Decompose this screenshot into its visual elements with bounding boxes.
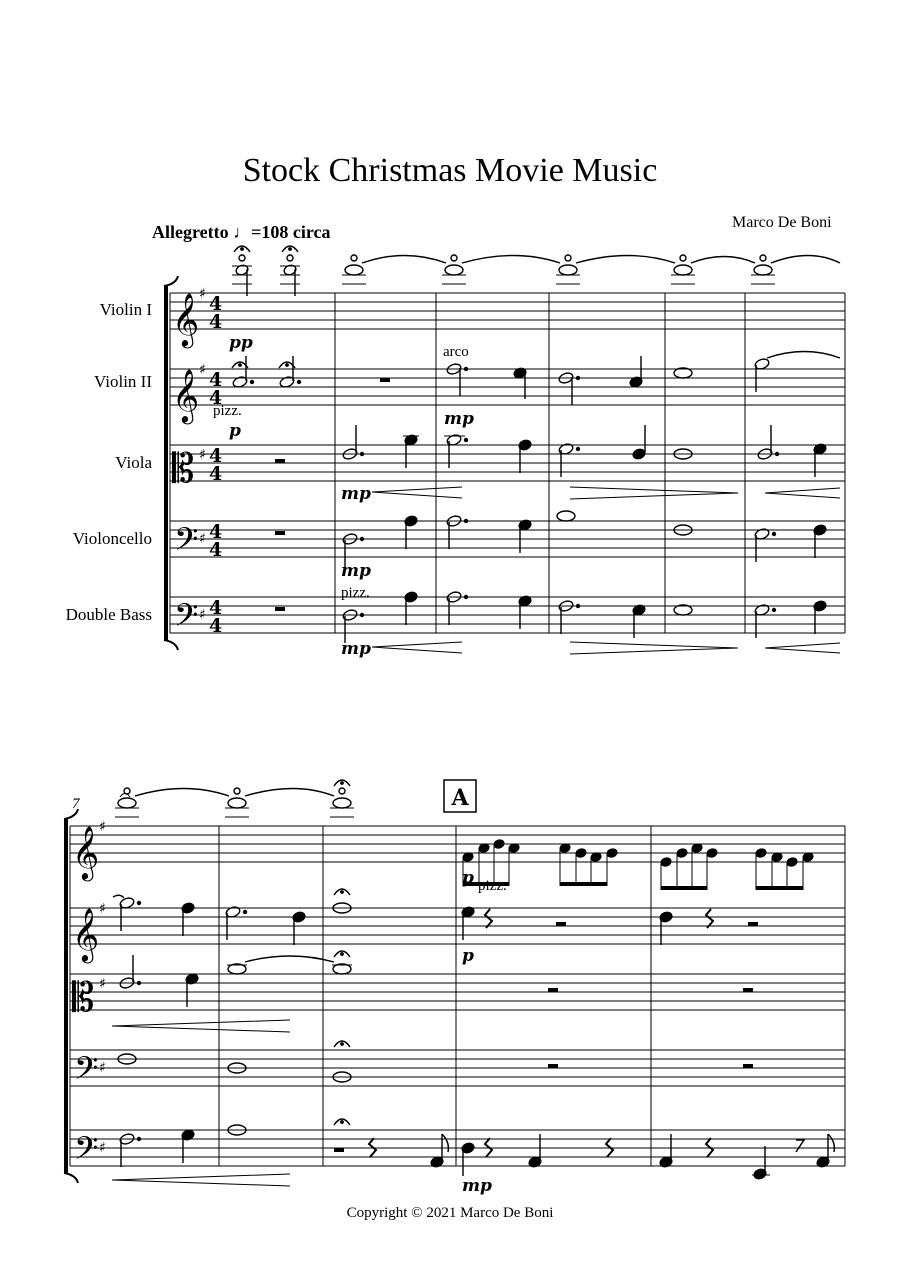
composer-name: Marco De Boni — [732, 214, 832, 231]
time-signatures-system-1 — [209, 293, 222, 637]
arco-marking: arco — [443, 344, 469, 360]
staff-violoncello — [70, 1050, 845, 1086]
violin-1-notes-system-1 — [232, 246, 840, 296]
instrument-label-violoncello: Violoncello — [72, 529, 152, 548]
sharp-icon: ♯ — [199, 447, 206, 463]
alto-clef-icon: 𝄡 — [72, 975, 95, 1021]
svg-text:4: 4 — [209, 597, 223, 619]
sharp-icon: ♯ — [199, 286, 206, 302]
viola-notes-system-2 — [119, 951, 753, 1007]
staff-violoncello — [170, 521, 845, 557]
dynamic-mp: mp — [341, 561, 371, 581]
svg-text:4: 4 — [209, 463, 223, 485]
svg-text:4: 4 — [209, 615, 223, 637]
svg-text:4: 4 — [209, 293, 223, 315]
sharp-icon: ♯ — [99, 901, 106, 917]
clefs-system-1 — [172, 292, 199, 641]
system-1 — [164, 276, 845, 650]
tempo-marking: Allegretto ♩=108 circa — [152, 222, 331, 242]
instrument-label-double-bass: Double Bass — [65, 605, 152, 624]
staff-double-bass — [170, 597, 845, 633]
svg-text:4: 4 — [209, 445, 223, 467]
key-signatures-system-2 — [99, 819, 106, 1156]
sharp-icon: ♯ — [99, 1140, 106, 1156]
svg-text:4: 4 — [209, 521, 223, 543]
pizz-marking: pizz. — [213, 403, 242, 419]
hairpins-system-2 — [112, 1020, 290, 1186]
clefs-system-2 — [72, 825, 99, 1174]
dynamic-p: p — [462, 946, 474, 966]
measure-number: 7 — [72, 796, 80, 812]
pizz-marking: pizz. — [341, 585, 370, 601]
treble-clef-icon: 𝄞 — [172, 292, 200, 346]
dynamic-p: p — [462, 868, 474, 888]
staff-violin-1 — [70, 826, 845, 862]
svg-text:4: 4 — [209, 311, 223, 333]
dynamic-mp: mp — [462, 1176, 492, 1196]
alto-clef-icon: 𝄡 — [172, 446, 195, 492]
sharp-icon: ♯ — [99, 976, 106, 992]
dynamic-mp: mp — [341, 484, 371, 504]
sharp-icon: ♯ — [199, 362, 206, 378]
dynamic-mp: mp — [341, 639, 371, 659]
treble-clef-icon: 𝄞 — [72, 907, 100, 961]
instrument-label-violin-1: Violin I — [99, 300, 152, 319]
bass-clef-icon: 𝄢 — [174, 597, 199, 641]
svg-text:4: 4 — [209, 387, 223, 409]
svg-text:4: 4 — [209, 539, 223, 561]
staff-viola — [170, 445, 845, 481]
treble-clef-icon: 𝄞 — [72, 825, 100, 879]
staff-violin-2 — [170, 369, 845, 405]
barlines-system-2 — [219, 826, 845, 1166]
bass-clef-icon: 𝄢 — [74, 1130, 99, 1174]
hairpins-system-1 — [372, 487, 840, 654]
dynamic-mp: mp — [444, 409, 474, 429]
viola-notes-system-1 — [275, 425, 827, 477]
pizz-marking: pizz. — [478, 878, 507, 894]
treble-clef-icon: 𝄞 — [172, 368, 200, 422]
system-2 — [64, 809, 845, 1183]
violoncello-notes-system-2 — [118, 1041, 753, 1082]
instrument-label-viola: Viola — [115, 453, 152, 472]
sharp-icon: ♯ — [199, 607, 206, 623]
dynamic-pp: pp — [229, 333, 253, 353]
copyright-notice: Copyright © 2021 Marco De Boni — [346, 1205, 554, 1221]
bass-clef-icon: 𝄢 — [74, 1050, 99, 1094]
score-title: Stock Christmas Movie Music — [242, 152, 658, 189]
key-signatures-system-1 — [199, 286, 206, 623]
instrument-label-violin-2: Violin II — [94, 372, 152, 391]
dynamic-p: p — [229, 421, 241, 441]
sharp-icon: ♯ — [199, 531, 206, 547]
sharp-icon: ♯ — [99, 819, 106, 835]
staff-violin-1 — [170, 293, 845, 329]
sharp-icon: ♯ — [99, 1060, 106, 1076]
rehearsal-mark: A — [451, 785, 469, 811]
svg-text:4: 4 — [209, 369, 223, 391]
double-bass-notes-system-2 — [119, 1119, 835, 1180]
bass-clef-icon: 𝄢 — [174, 521, 199, 565]
staff-violin-2 — [70, 908, 845, 944]
